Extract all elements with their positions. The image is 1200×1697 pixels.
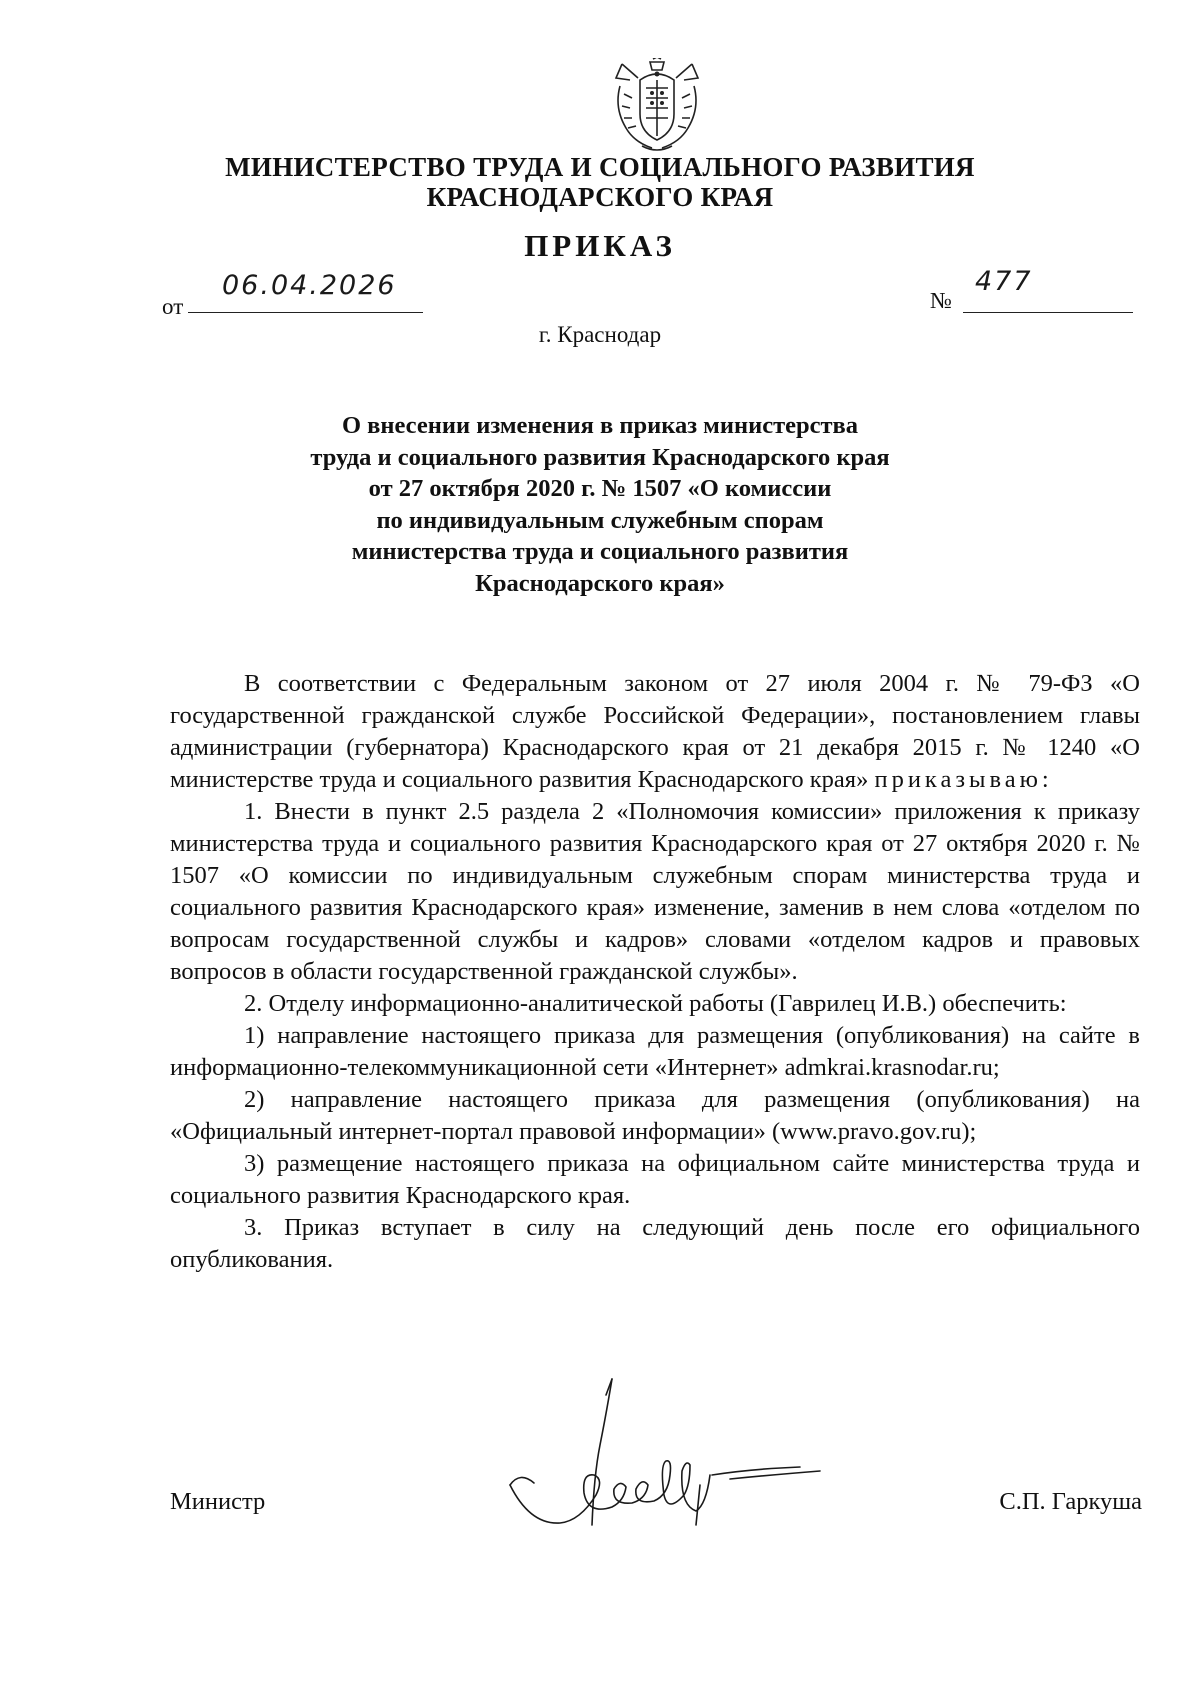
title-line: министерства труда и социального развития bbox=[351, 538, 849, 565]
document-type: ПРИКАЗ bbox=[524, 228, 676, 263]
paragraph-item-3: 3. Приказ вступает в силу на следующий день после его официального опубликования. bbox=[170, 1214, 1140, 1273]
title-line: О внесении изменения в приказ министерства bbox=[341, 412, 859, 439]
signer-name: С.П. Гаркуша bbox=[999, 1488, 1142, 1515]
ministry-name bbox=[0, 152, 1200, 212]
paragraph-item-2: 2. Отделу информационно-аналитической работы (Гаврилец И.В.) обеспечить: bbox=[244, 990, 1067, 1017]
signature-icon bbox=[500, 1375, 830, 1535]
number-label: № bbox=[930, 288, 952, 313]
paragraph-item-2-3: 3) размещение настоящего приказа на официальном сайте министерства труда и социального развития Краснодарского края. bbox=[170, 1150, 1140, 1209]
date-value: 06.04.2026 bbox=[222, 270, 397, 301]
city: г. Краснодар bbox=[538, 322, 662, 347]
title-line: труда и социального развития Краснодарского края bbox=[310, 443, 890, 471]
number-value: 477 bbox=[975, 266, 1033, 297]
title-line: от 27 октября 2020 г. № 1507 «О комиссии bbox=[368, 475, 832, 502]
ministry-name-line1: МИНИСТЕРСТВО ТРУДА И СОЦИАЛЬНОГО РАЗВИТИЯ bbox=[225, 152, 975, 182]
preamble bbox=[170, 668, 1140, 796]
paragraph-item-1: 1. Внести в пункт 2.5 раздела 2 «Полномочия комиссии» приложения к приказу министерства труда и социального развития Краснодарского края от 27 октября 2020 г. № 1507 «О комиссии по индивидуальным служебным спорам министерства труда и социального развития Краснодарского края» изменение, заменив в нем слова «отделом по вопросам государственной службы и кадров» словами «отделом кадров и правовых вопросов в области государственной гражданской службы». bbox=[170, 798, 1140, 985]
document-title bbox=[200, 410, 1000, 599]
preamble-action: приказываю: bbox=[874, 766, 1053, 793]
ministry-name-line2: КРАСНОДАРСКОГО КРАЯ bbox=[426, 182, 774, 212]
preamble-text: В соответствии с Федеральным законом от 27 июля 2004 г. № 79-ФЗ «О государственной гражданской службе Российской Федерации», постановлением главы администрации (губернатора) Краснодарского края от 21 декабря 2015 г. № 1240 «О министерстве труда и социального развития Краснодарского края» bbox=[170, 670, 1140, 793]
document-body bbox=[170, 668, 1140, 1276]
title-line: по индивидуальным служебным спорам bbox=[376, 506, 824, 534]
date-label: от bbox=[162, 294, 184, 319]
paragraph-item-2-2: 2) направление настоящего приказа для размещения (опубликования) на «Официальный интернет-портал правовой информации» (www.pravo.gov.ru); bbox=[170, 1086, 1140, 1145]
paragraph-item-2-1: 1) направление настоящего приказа для размещения (опубликования) на сайте в информационно-телекоммуникационной сети «Интернет» admkrai.krasnodar.ru; bbox=[170, 1022, 1140, 1081]
coat-of-arms-icon bbox=[612, 58, 702, 154]
signer-position: Министр bbox=[170, 1488, 266, 1515]
title-line: Краснодарского края» bbox=[475, 569, 725, 597]
